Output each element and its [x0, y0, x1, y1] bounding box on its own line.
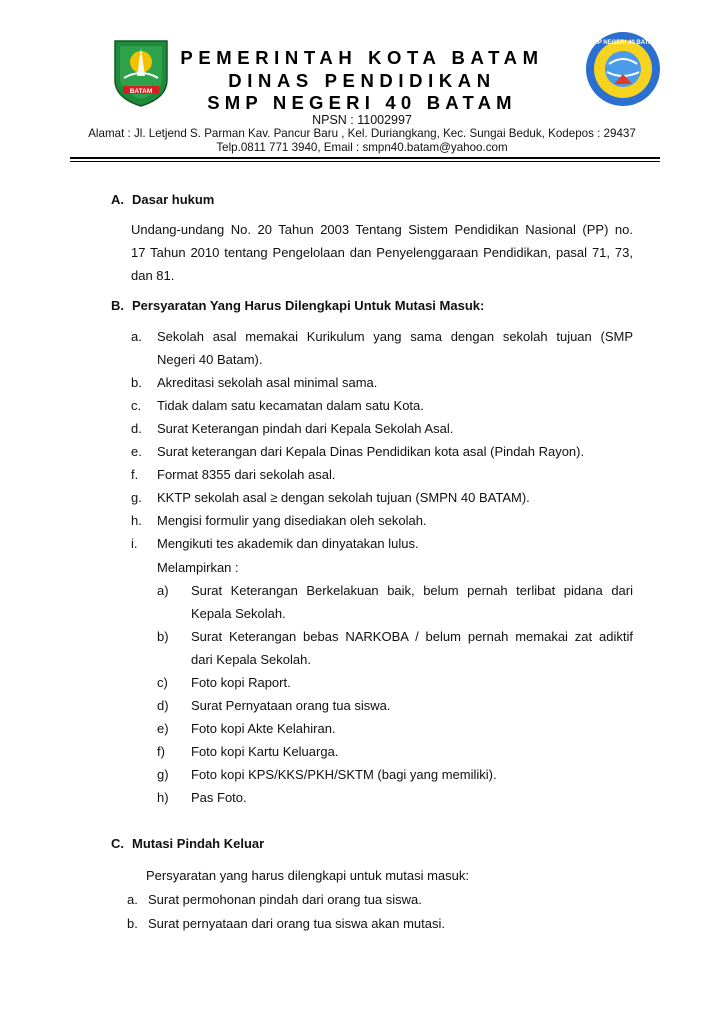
list-item-text: Mengikuti tes akademik dan dinyatakan lulus.: [157, 536, 419, 551]
section-c-title: Mutasi Pindah Keluar: [132, 836, 265, 851]
list-item-marker: f.: [131, 467, 139, 482]
section-a-line-1: Undang-undang No. 20 Tahun 2003 Tentang Sistem Pendidikan Nasional (PP) no.: [131, 222, 633, 237]
attachment-text: Surat Keterangan bebas NARKOBA / belum pernah memakai zat adiktif: [191, 629, 633, 644]
letterhead-thick-rule: [70, 157, 660, 159]
list-item-text: Surat permohonan pindah dari orang tua siswa.: [148, 892, 422, 907]
attachment-text: Foto kopi Kartu Keluarga.: [191, 744, 339, 759]
letterhead-thin-rule: [70, 161, 660, 162]
section-c-marker: C.: [111, 836, 124, 851]
section-c-intro: Persyaratan yang harus dilengkapi untuk mutasi masuk:: [146, 868, 470, 883]
list-item-text: KKTP sekolah asal ≥ dengan sekolah tujuan (SMPN 40 BATAM).: [157, 490, 530, 505]
list-item-marker: b.: [127, 916, 138, 931]
header-school-name: SMP NEGERI 40 BATAM: [207, 92, 517, 113]
section-a-line-3: dan 81.: [131, 268, 175, 283]
section-b-marker: B.: [111, 298, 124, 313]
list-item-text: Surat pernyataan dari orang tua siswa akan mutasi.: [148, 916, 446, 931]
list-item-marker: d.: [131, 421, 142, 436]
list-item-marker: a.: [131, 329, 142, 344]
list-item-text: Mengisi formulir yang disediakan oleh sekolah.: [157, 513, 427, 528]
list-item-marker: b.: [131, 375, 142, 390]
emblem-caption: SMP NEGERI 40 BATAM: [588, 40, 658, 46]
attachment-text: dari Kepala Sekolah.: [191, 652, 311, 667]
attachment-marker: e): [157, 721, 169, 736]
attachment-text: Foto kopi Raport.: [191, 675, 291, 690]
list-item-marker: h.: [131, 513, 142, 528]
attachment-marker: a): [157, 583, 169, 598]
attachment-marker: d): [157, 698, 169, 713]
section-a-line-2: 17 Tahun 2010 tentang Pengelolaan dan Penyelenggaraan Pendidikan, pasal 71, 73,: [131, 245, 633, 260]
list-item-text: Surat Keterangan pindah dari Kepala Sekolah Asal.: [157, 421, 454, 436]
section-b-title: Persyaratan Yang Harus Dilengkapi Untuk Mutasi Masuk:: [132, 298, 485, 313]
list-item-marker: e.: [131, 444, 142, 459]
attachment-text: Kepala Sekolah.: [191, 606, 286, 621]
attachments-label: Melampirkan :: [157, 560, 239, 575]
attachment-marker: h): [157, 790, 169, 805]
list-item-marker: c.: [131, 398, 142, 413]
attachment-marker: f): [157, 744, 165, 759]
attachment-text: Foto kopi Akte Kelahiran.: [191, 721, 336, 736]
attachment-marker: c): [157, 675, 168, 690]
attachment-marker: g): [157, 767, 169, 782]
school-address: Alamat : Jl. Letjend S. Parman Kav. Pancur Baru , Kel. Duriangkang, Kec. Sungai Beduk, Kodepos : 29437: [88, 127, 636, 140]
list-item-marker: g.: [131, 490, 142, 505]
attachment-text: Pas Foto.: [191, 790, 247, 805]
list-item-marker: i.: [131, 536, 138, 551]
attachment-text: Foto kopi KPS/KKS/PKH/SKTM (bagi yang memiliki).: [191, 767, 497, 782]
list-item-text: Akreditasi sekolah asal minimal sama.: [157, 375, 378, 390]
list-item-text: Surat keterangan dari Kepala Dinas Pendidikan kota asal (Pindah Rayon).: [157, 444, 585, 459]
header-department: DINAS PENDIDIKAN: [228, 70, 496, 91]
list-item-text: Negeri 40 Batam).: [157, 352, 263, 367]
attachment-text: Surat Pernyataan orang tua siswa.: [191, 698, 391, 713]
list-item-text: Sekolah asal memakai Kurikulum yang sama dengan sekolah tujuan (SMP: [157, 329, 633, 344]
attachment-text: Surat Keterangan Berkelakuan baik, belum pernah terlibat pidana dari: [191, 583, 633, 598]
crest-caption: BATAM: [129, 88, 153, 95]
school-contact: Telp.0811 771 3940, Email : smpn40.batam@yahoo.com: [216, 141, 508, 154]
section-a-title: Dasar hukum: [132, 192, 215, 207]
attachment-marker: b): [157, 629, 169, 644]
section-a-marker: A.: [111, 192, 124, 207]
list-item-text: Tidak dalam satu kecamatan dalam satu Kota.: [157, 398, 424, 413]
list-item-text: Format 8355 dari sekolah asal.: [157, 467, 336, 482]
list-item-marker: a.: [127, 892, 138, 907]
header-government: PEMERINTAH KOTA BATAM: [180, 47, 544, 68]
npsn-number: NPSN : 11002997: [312, 113, 412, 127]
